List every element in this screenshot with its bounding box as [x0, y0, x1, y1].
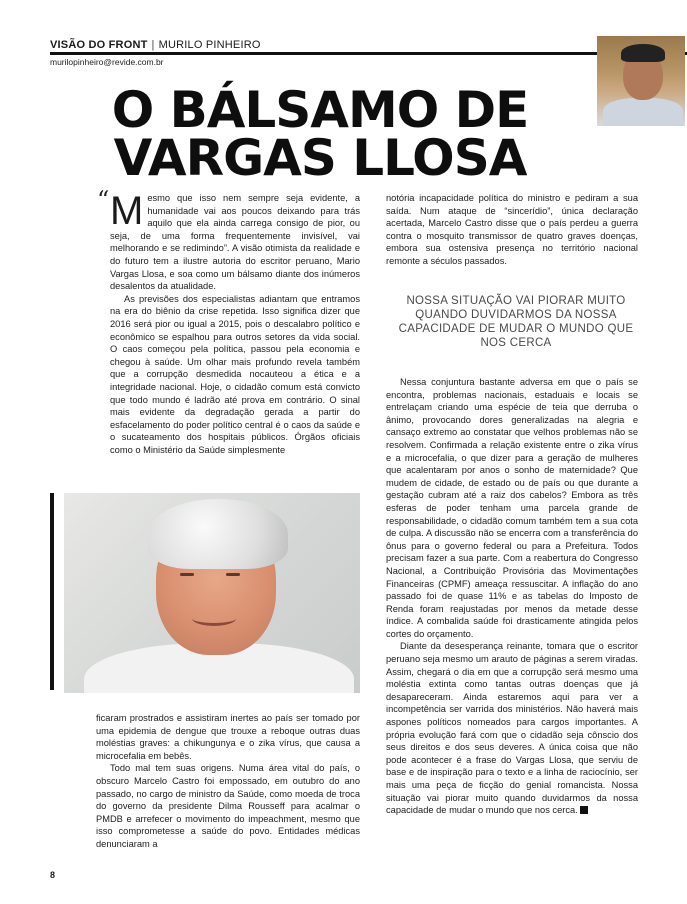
column-header [50, 36, 687, 66]
headline: O BÁLSAMO DE VARGAS LLOSA [111, 81, 529, 187]
paragraph: Diante da desesperança reinante, tomara que o escritor peruano seja mesmo um arauto de páginas a serem viradas. Assim, chegará o dia em que a corrupção será mesmo uma moléstia extinta como tantas outras doenças que já desapareceram. Ainda estaremos aqui para ver a incompetência ser varrida dos ministérios. Não haverá mais aspones políticos nomeados para cargos importantes. A própria evolução fará com que o cidadão seja cônscio dos seus direitos e dos seus deveres. A única coisa que não pode acontecer é a frase do Vargas Llosa, que serviu de base e de inspiração para o texto e a linha de raciocínio, ser mais uma peça de ficção do genial romancista. Nossa situação vai piorar muito quando duvidarmos da nossa capacidade de mudar o mundo que nos cerca. [386, 641, 638, 816]
paragraph: As previsões dos especialistas adiantam que entramos na era do biênio da crise repetida. Isso significa dizer que 2016 será pior ou igual a 2015, pois o descalabro político e econômico se espalhou para outros setores da vida social. O caos começou pela política, passou pela economia e chegou à saúde. Um olhar mais profundo revela também que a corrupção desmedida nocauteou a ética e a integridade nacional. Hoje, o cidadão comum está convicto que todo mundo é ladrão até prova em contrário. O sinal mais evidente da degradação gerada a partir do esfacelamento do poder político central é o caos da saúde e o sucateamento dos hospitais públicos. Órgãos oficiais como o Ministério da Saúde simplesmente [110, 293, 360, 455]
photo-accent-bar [50, 493, 54, 690]
header-rule [50, 52, 687, 55]
end-of-article-icon [580, 806, 588, 814]
vargas-llosa-photo [64, 493, 360, 693]
article-column-1-top [110, 189, 360, 456]
section-name: VISÃO DO FRONT [50, 39, 148, 51]
section-title [50, 39, 261, 51]
opening-quote-mark: “ [97, 186, 110, 214]
paragraph: ficaram prostrados e assistiram inertes ao país ser tomado por uma epidemia de dengue que trouxe a reboque outras duas moléstias graves: a chikungunya e o zika vírus, que causa a microcefalia em bebês. [96, 713, 360, 761]
article-column-1-bottom [96, 712, 360, 851]
drop-cap: M [110, 189, 144, 233]
author-email: murilopinheiro@revide.com.br [50, 57, 164, 67]
article-column-2-bottom [386, 376, 638, 817]
paragraph: Mesmo que isso nem sempre seja evidente, a humanidade vai aos poucos deixando para trás aquilo que ela ainda carrega consigo de pior, ou seja, de uma forma frequentemente invisível, vai melhorando e se redimindo”. A visão otimista da realidade e do futuro tem a ilustre autoria do escritor peruano, Mario Vargas Llosa, e soa como um bálsamo diante dos inúmeros desalentos da atualidade. [110, 189, 360, 292]
header-separator: | [151, 39, 155, 51]
paragraph: notória incapacidade política do ministro e pediram a sua saída. Num ataque de “sincerídio”, única declaração acertada, Marcelo Castro disse que o país perdeu a guerra contra o mosquito transmissor de quatro graves doenças, embora sua ostensiva presença no território nacional remonte a séculos passados. [386, 193, 638, 266]
author-photo [597, 36, 685, 126]
author-name: MURILO PINHEIRO [158, 39, 261, 51]
article-column-2-top [386, 192, 638, 268]
paragraph: Nessa conjuntura bastante adversa em que o país se encontra, problemas nacionais, estaduais e locais se entrelaçam criando uma espécie de teia que derruba o ânimo, provocando dores generalizadas na alegria e cansaço extremo ao constatar que velhos problemas não se resolvem. Confirmada a relação existente entre o zika vírus e a microcefalia, o que dizer para a geração de mulheres que acalentaram por anos o sonho de maternidade? Que mudem de cidade, de estado ou de país ou que durante a gestação cubram até a raiz dos cabelos? Embora as três esferas de poder tenham uma parcela grande de responsabilidade, o cidadão comum também tem a sua cota de culpa. A discussão não se encerra com a transferência do ônus para o governo federal ou para a Prefeitura. Todos precisam fazer a sua parte. Com a reabertura do Congresso Nacional, a Contribuição Provisória das Movimentações Financeiras (CPMF) ameaça ressuscitar. A inflação do ano passado foi de quase 11% e as tabelas do Imposto de Renda foram reajustadas por menos da metade desse índice. A combalida saúde foi drasticamente atingida pelos cortes do orçamento. [386, 377, 638, 639]
page-number: 8 [50, 870, 56, 880]
paragraph: Todo mal tem suas origens. Numa área vital do país, o obscuro Marcelo Castro foi empossado, em outubro do ano passado, no cargo de ministro da Saúde, como moeda de troca do governo da presidente Dilma Rousseff para acalmar o PMDB e arrefecer o movimento do impeachment, mesmo que isso comprometesse a saúde do povo. Entidades médicas denunciaram a [96, 763, 360, 849]
pull-quote: NOSSA SITUAÇÃO VAI PIORAR MUITO QUANDO DUVIDARMOS DA NOSSA CAPACIDADE DE MUDAR O MUNDO QUE NOS CERCA [398, 295, 634, 349]
